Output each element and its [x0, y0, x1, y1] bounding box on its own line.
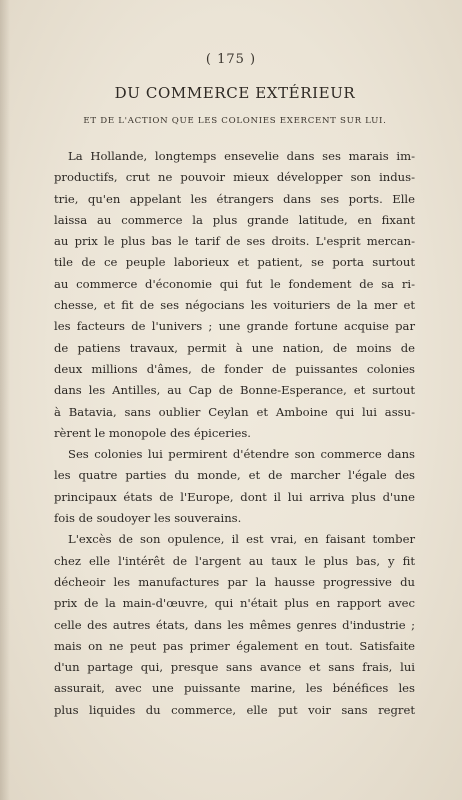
text-line: tile de ce peuple laborieux et patient, se porta surtout — [54, 255, 415, 270]
text-line: au prix le plus bas le tarif de ses droits. L'esprit mercan- — [54, 234, 415, 249]
text-line: les facteurs de l'univers ; une grande fortune acquise par — [54, 319, 415, 334]
page-number: ( 175 ) — [205, 52, 257, 67]
text-line: chez elle l'intérêt de l'argent au taux le plus bas, y fit — [54, 553, 415, 568]
text-line: au commerce d'économie qui fut le fondement de sa ri- — [54, 276, 415, 291]
text-line: L'excès de son opulence, il est vrai, en faisant tomber — [68, 532, 415, 547]
text-line: d'un partage qui, presque sans avance et sans frais, lui — [54, 660, 415, 675]
text-line: fois de soudoyer les souverains. — [54, 511, 242, 526]
text-line: plus liquides du commerce, elle put voir sans regret — [54, 702, 415, 717]
text-line: rèrent le monopole des épiceries. — [54, 425, 251, 440]
page-spine-shadow — [0, 0, 10, 800]
text-line: chesse, et fit de ses négocians les voituriers de la mer et — [54, 298, 415, 313]
text-line: dans les Antilles, au Cap de Bonne-Esperance, et surtout — [54, 383, 415, 398]
text-line: assurait, avec une puissante marine, les bénéfices les — [54, 681, 415, 696]
text-line: mais on ne peut pas primer également en tout. Satisfaite — [54, 638, 415, 653]
text-line: les quatre parties du monde, et de marcher l'égale des — [54, 468, 415, 483]
text-line: celle des autres états, dans les mêmes genres d'industrie ; — [54, 617, 415, 632]
chapter-subtitle: ET DE L'ACTION QUE LES COLONIES EXERCENT SUR LUI. — [83, 116, 387, 126]
text-line: de patiens travaux, permit à une nation, de moins de — [54, 340, 415, 355]
text-line: deux millions d'âmes, de fonder de puissantes colonies — [54, 361, 415, 376]
text-line: décheoir les manufactures par la hausse progressive du — [54, 574, 415, 589]
text-line: prix de la main-d'œuvre, qui n'était plus en rapport avec — [54, 596, 415, 611]
text-line: principaux états de l'Europe, dont il lui arriva plus d'une — [54, 489, 415, 504]
text-line: La Hollande, longtemps ensevelie dans ses marais im- — [68, 149, 415, 163]
text-line: Ses colonies lui permirent d'étendre son commerce dans — [68, 447, 415, 462]
text-line: trie, qu'en appelant les étrangers dans ses ports. Elle — [54, 191, 415, 206]
text-line: laissa au commerce la plus grande latitude, en fixant — [54, 212, 415, 227]
chapter-title: DU COMMERCE EXTÉRIEUR — [114, 84, 356, 102]
text-line: à Batavia, sans oublier Ceylan et Amboine qui lui assu- — [54, 404, 415, 419]
body-text — [54, 146, 415, 721]
text-line: productifs, crut ne pouvoir mieux développer son indus- — [54, 170, 415, 185]
